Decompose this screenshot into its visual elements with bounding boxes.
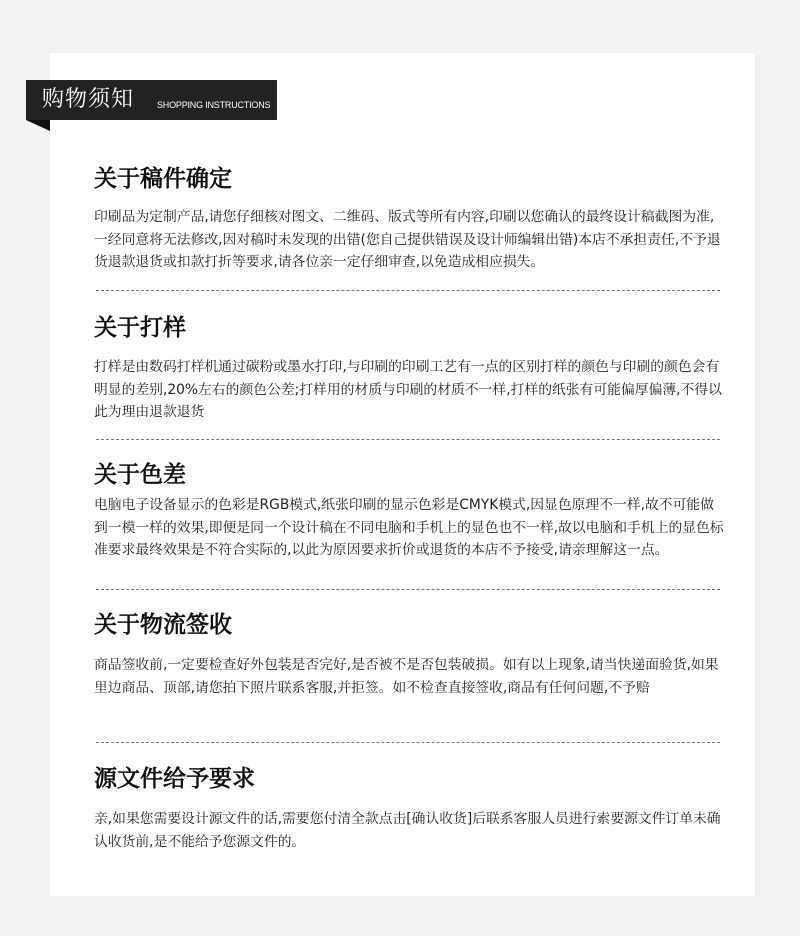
section-body-sample-print: 打样是由数码打样机通过碳粉或墨水打印,与印刷的印刷工艺有一点的区别打样的颜色与印刷的颜色会有明显的差别,20%左右的颜色公差;打样用的材质与印刷的材质不一样,打样的纸张有可能偏厚偏薄,不得以此为理由退款退货 xyxy=(94,359,722,420)
section-heading-sample-print: 关于打样 xyxy=(94,315,186,341)
banner-title: 购物须知 xyxy=(42,87,135,112)
section-divider xyxy=(96,589,720,590)
banner-fold xyxy=(26,120,50,131)
section-body-delivery-receipt: 商品签收前,一定要检查好外包装是否完好,是否被不是否包装破损。如有以上现象,请当快递面验货,如果里边商品、顶部,请您拍下照片联系客服,并拒签。如不检查直接签收,商品有任何问题,不予赔 xyxy=(94,657,719,696)
section-heading-color-difference: 关于色差 xyxy=(94,462,186,488)
header-banner xyxy=(26,80,277,120)
section-divider xyxy=(96,290,720,291)
section-body-color-difference: 电脑电子设备显示的色彩是RGB模式,纸张印刷的显示色彩是CMYK模式,因显色原理不一样,故不可能做到一模一样的效果,即便是同一个设计稿在不同电脑和手机上的显色也不一样,故以电脑和手机上的显色标准要求最终效果是不符合实际的,以此为原因要求折价或退货的本店不予接受,请亲理解这一点。 xyxy=(94,497,724,558)
section-heading-delivery-receipt: 关于物流签收 xyxy=(94,612,232,638)
banner-subtitle: SHOPPING INSTRUCTIONS xyxy=(157,100,271,110)
section-body-source-files: 亲,如果您需要设计源文件的话,需要您付清全款点击[确认收货]后联系客服人员进行索要源文件订单未确认收货前,是不能给予您源文件的。 xyxy=(94,811,721,850)
section-divider xyxy=(96,742,720,743)
section-body-proof-confirmation: 印刷品为定制产品,请您仔细核对图文、二维码、版式等所有内容,印刷以您确认的最终设计稿截图为准,一经同意将无法修改,因对稿时未发现的出错(您自己提供错误及设计师编辑出错)本店不承担责任,不予退货退款退货或扣款打折等要求,请各位亲一定仔细审查,以免造成相应损失。 xyxy=(94,209,721,270)
section-heading-source-files: 源文件给予要求 xyxy=(94,766,255,792)
section-divider xyxy=(96,439,720,440)
section-heading-proof-confirmation: 关于稿件确定 xyxy=(94,166,232,192)
